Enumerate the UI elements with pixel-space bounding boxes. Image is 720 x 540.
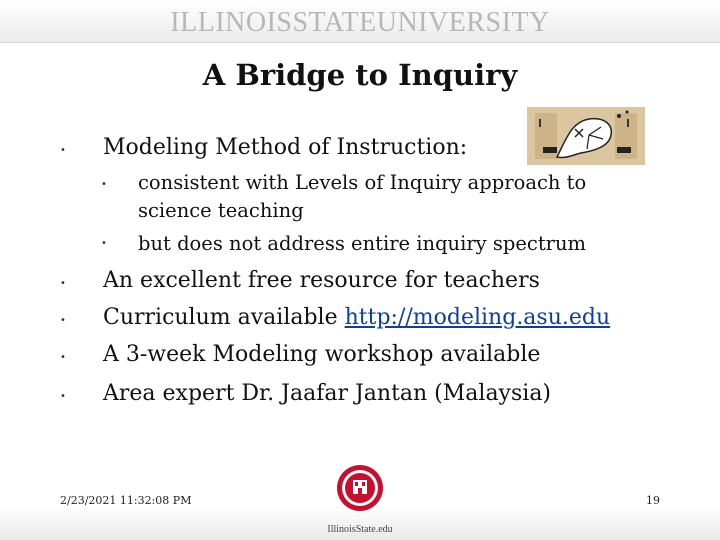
header-band (0, 0, 720, 43)
bullet-modeling-method: Modeling Method of Instruction: (103, 135, 468, 160)
curriculum-label: Curriculum available (103, 305, 345, 330)
sub-bullet-consistent-line2: science teaching (138, 199, 304, 222)
sub-bullet-marker: • (101, 179, 107, 190)
university-seal-logo (336, 464, 384, 516)
university-wordmark: ILLINOISSTATEUNIVERSITY (170, 7, 550, 38)
sub-bullet-marker: • (101, 238, 107, 249)
slide-date: 2/23/2021 11:32:08 PM (60, 494, 192, 507)
slide-number: 19 (646, 494, 660, 507)
bullet-area-expert: Area expert Dr. Jaafar Jantan (Malaysia) (103, 381, 552, 406)
modeling-site-link[interactable]: http://modeling.asu.edu (344, 305, 611, 330)
bullet-free-resource: An excellent free resource for teachers (103, 268, 540, 293)
bullet-workshop: A 3-week Modeling workshop available (103, 342, 541, 367)
bullet-curriculum (103, 304, 610, 331)
slide-title: A Bridge to Inquiry (202, 58, 518, 92)
bullet-marker: • (60, 145, 66, 156)
bullet-marker: • (60, 278, 66, 289)
bullet-marker: • (60, 315, 66, 326)
sub-bullet-consistent-line1: consistent with Levels of Inquiry approach to (138, 171, 587, 194)
bullet-marker: • (60, 352, 66, 363)
modeling-cartoon-image (527, 107, 645, 169)
footer-site-url: IllinoisState.edu (327, 524, 393, 535)
sub-bullet-not-address: but does not address entire inquiry spectrum (138, 232, 587, 255)
bullet-marker: • (60, 391, 66, 402)
